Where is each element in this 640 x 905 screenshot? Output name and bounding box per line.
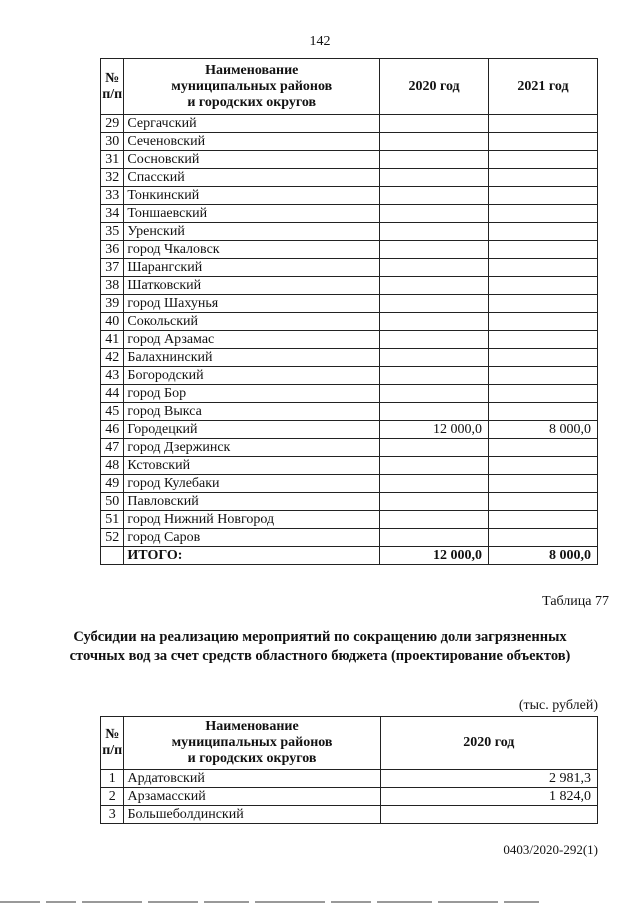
- row-number: 46: [101, 421, 124, 439]
- row-name: Балахнинский: [124, 349, 380, 367]
- table-row: [101, 421, 598, 439]
- row-2020: [380, 133, 489, 151]
- document-code: 0403/2020-292(1): [503, 842, 598, 857]
- row-2021: [489, 475, 598, 493]
- row-number: 1: [101, 770, 124, 788]
- table-header-row: [101, 717, 598, 770]
- header-num: № п/п: [101, 59, 124, 115]
- header-2020: 2020 год: [380, 59, 489, 115]
- header-name: Наименование муниципальных районов и городских округов: [124, 59, 380, 115]
- row-number: 45: [101, 403, 124, 421]
- row-2020: [380, 475, 489, 493]
- row-2020: [380, 169, 489, 187]
- table-row: [101, 115, 598, 133]
- table-row: [101, 770, 598, 788]
- table-row: [101, 529, 598, 547]
- header-name: Наименование муниципальных районов и городских округов: [124, 717, 380, 770]
- row-2020: [380, 367, 489, 385]
- row-number: 48: [101, 457, 124, 475]
- total-label: ИТОГО:: [124, 547, 380, 565]
- table-row: [101, 349, 598, 367]
- row-name: Большеболдинский: [124, 806, 380, 824]
- row-number: 30: [101, 133, 124, 151]
- row-name: Ардатовский: [124, 770, 380, 788]
- row-2020: [380, 295, 489, 313]
- row-name: Уренский: [124, 223, 380, 241]
- row-number: 35: [101, 223, 124, 241]
- row-2021: [489, 331, 598, 349]
- row-name: Сергачский: [124, 115, 380, 133]
- table-row: [101, 169, 598, 187]
- table-row: [101, 367, 598, 385]
- row-name: город Саров: [124, 529, 380, 547]
- page-number: 142: [309, 34, 331, 49]
- table-row: [101, 806, 598, 824]
- row-name: Тонкинский: [124, 187, 380, 205]
- row-2021: [489, 133, 598, 151]
- row-number: 40: [101, 313, 124, 331]
- total-row: [101, 547, 598, 565]
- row-number: 29: [101, 115, 124, 133]
- row-2021: [489, 403, 598, 421]
- table-row: [101, 439, 598, 457]
- row-number: 39: [101, 295, 124, 313]
- table-row: [101, 277, 598, 295]
- row-2020: [380, 806, 597, 824]
- row-2021: [489, 169, 598, 187]
- row-name: город Шахунья: [124, 295, 380, 313]
- total-num-cell: [101, 547, 124, 565]
- row-2021: [489, 277, 598, 295]
- total-2020: 12 000,0: [380, 547, 489, 565]
- row-2020: [380, 223, 489, 241]
- row-2020: [380, 331, 489, 349]
- table-body: [101, 115, 598, 565]
- row-number: 33: [101, 187, 124, 205]
- row-number: 34: [101, 205, 124, 223]
- row-2021: [489, 187, 598, 205]
- table-row: [101, 493, 598, 511]
- header-2020: 2020 год: [380, 717, 597, 770]
- table-row: [101, 295, 598, 313]
- row-2020: 2 981,3: [380, 770, 597, 788]
- row-2021: [489, 151, 598, 169]
- table-row: [101, 205, 598, 223]
- row-number: 43: [101, 367, 124, 385]
- row-2021: [489, 223, 598, 241]
- row-name: город Чкаловск: [124, 241, 380, 259]
- row-number: 2: [101, 788, 124, 806]
- row-2020: [380, 187, 489, 205]
- row-number: 51: [101, 511, 124, 529]
- row-2021: [489, 511, 598, 529]
- row-2020: [380, 151, 489, 169]
- row-2021: [489, 493, 598, 511]
- row-name: город Выкса: [124, 403, 380, 421]
- table-row: [101, 133, 598, 151]
- row-name: Сосновский: [124, 151, 380, 169]
- row-2020: 1 824,0: [380, 788, 597, 806]
- row-name: Сокольский: [124, 313, 380, 331]
- table-row: [101, 331, 598, 349]
- row-2021: [489, 241, 598, 259]
- table-row: [101, 788, 598, 806]
- row-2020: [380, 259, 489, 277]
- table-row: [101, 475, 598, 493]
- row-number: 41: [101, 331, 124, 349]
- row-name: Спасский: [124, 169, 380, 187]
- row-2021: [489, 367, 598, 385]
- section-heading: Субсидии на реализацию мероприятий по сокращению доли загрязненных сточных вод за счет средств областного бюджета (проектирование объектов): [69, 629, 571, 664]
- row-number: 38: [101, 277, 124, 295]
- table-row: [101, 151, 598, 169]
- row-name: город Нижний Новгород: [124, 511, 380, 529]
- table-body: [101, 770, 598, 824]
- row-2020: [380, 511, 489, 529]
- row-number: 50: [101, 493, 124, 511]
- row-2020: [380, 403, 489, 421]
- row-2021: [489, 115, 598, 133]
- row-2021: [489, 385, 598, 403]
- cut-off-text-strip: [0, 898, 640, 905]
- row-2021: [489, 205, 598, 223]
- row-number: 42: [101, 349, 124, 367]
- row-number: 37: [101, 259, 124, 277]
- row-2020: [380, 277, 489, 295]
- row-2020: [380, 115, 489, 133]
- row-2021: [489, 439, 598, 457]
- row-name: Сеченовский: [124, 133, 380, 151]
- row-name: Кстовский: [124, 457, 380, 475]
- row-2021: [489, 313, 598, 331]
- header-2021: 2021 год: [489, 59, 598, 115]
- units-label: (тыс. рублей): [518, 698, 598, 713]
- table-row: [101, 403, 598, 421]
- row-2021: [489, 349, 598, 367]
- row-2021: 8 000,0: [489, 421, 598, 439]
- row-number: 49: [101, 475, 124, 493]
- row-name: Арзамасский: [124, 788, 380, 806]
- table-row: [101, 457, 598, 475]
- row-name: Павловский: [124, 493, 380, 511]
- row-number: 44: [101, 385, 124, 403]
- row-2020: [380, 205, 489, 223]
- row-name: город Арзамас: [124, 331, 380, 349]
- row-number: 47: [101, 439, 124, 457]
- table-header-row: [101, 59, 598, 115]
- row-2020: [380, 313, 489, 331]
- row-2021: [489, 259, 598, 277]
- subsidy-table-continued: [100, 58, 598, 565]
- row-name: Шатковский: [124, 277, 380, 295]
- total-2021: 8 000,0: [489, 547, 598, 565]
- row-2020: [380, 439, 489, 457]
- row-2021: [489, 529, 598, 547]
- row-2020: [380, 241, 489, 259]
- row-name: Богородский: [124, 367, 380, 385]
- table-row: [101, 385, 598, 403]
- row-2020: [380, 493, 489, 511]
- header-num: № п/п: [101, 717, 124, 770]
- row-number: 31: [101, 151, 124, 169]
- row-name: Городецкий: [124, 421, 380, 439]
- table-label: Таблица 77: [542, 594, 609, 609]
- row-name: Шарангский: [124, 259, 380, 277]
- row-2020: [380, 385, 489, 403]
- row-name: город Бор: [124, 385, 380, 403]
- table-row: [101, 511, 598, 529]
- table-row: [101, 259, 598, 277]
- row-2020: 12 000,0: [380, 421, 489, 439]
- table-row: [101, 223, 598, 241]
- row-name: город Дзержинск: [124, 439, 380, 457]
- row-2021: [489, 457, 598, 475]
- table-row: [101, 187, 598, 205]
- row-number: 3: [101, 806, 124, 824]
- table-row: [101, 313, 598, 331]
- row-number: 32: [101, 169, 124, 187]
- row-2020: [380, 457, 489, 475]
- table-row: [101, 241, 598, 259]
- row-2020: [380, 529, 489, 547]
- row-name: Тоншаевский: [124, 205, 380, 223]
- row-number: 36: [101, 241, 124, 259]
- row-name: город Кулебаки: [124, 475, 380, 493]
- row-2021: [489, 295, 598, 313]
- row-number: 52: [101, 529, 124, 547]
- row-2020: [380, 349, 489, 367]
- subsidy-table-77: [100, 716, 598, 824]
